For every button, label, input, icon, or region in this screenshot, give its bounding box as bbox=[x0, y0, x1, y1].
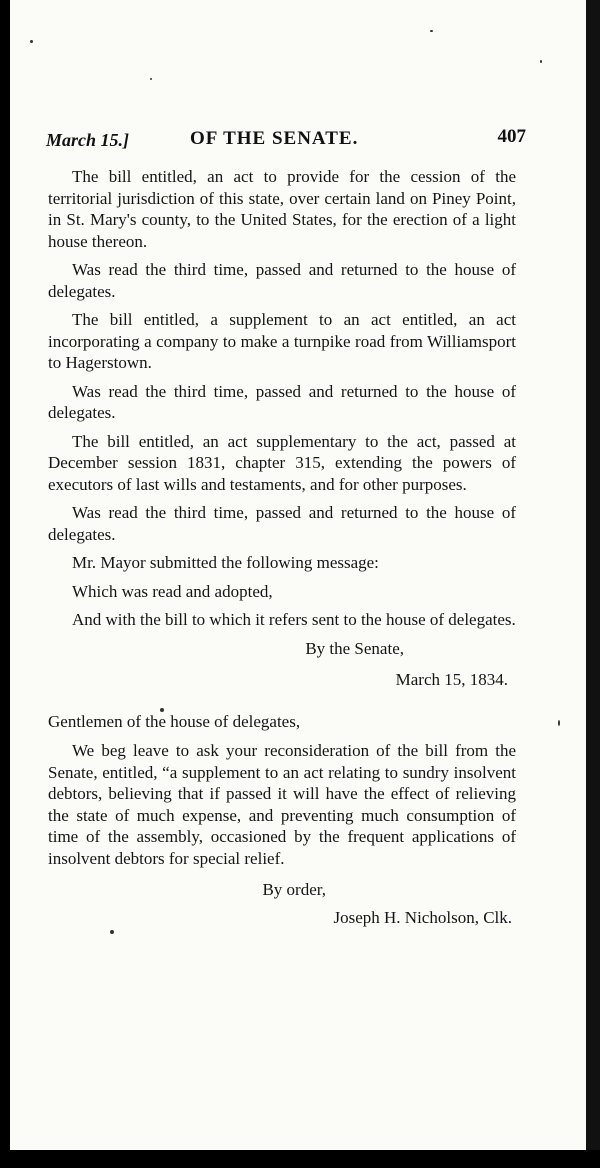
paragraph: Was read the third time, passed and returned to the house of delegates. bbox=[48, 503, 516, 544]
header-title: OF THE SENATE. bbox=[190, 128, 359, 149]
paragraph: Mr. Mayor submitted the following message: bbox=[72, 553, 379, 572]
message-body: We beg leave to ask your reconsideration of the bill from the Senate, entitled, “a supplement to an act relating to sundry insolvent debtors, believing that if passed it will have the effect of relieving the state of much expense, and preventing much consumption of time of the assembly, occasioned by the frequent applications of insolvent debtors for special relief. bbox=[48, 741, 516, 868]
scan-speckle bbox=[558, 720, 560, 726]
paragraph: The bill entitled, an act supplementary to the act, passed at December session 1831, chapter 315, extending the powers of executors of last wills and testaments, and for other purposes. bbox=[48, 431, 516, 494]
header-date: March 15.] bbox=[46, 130, 130, 150]
scan-speckle bbox=[30, 40, 33, 43]
paragraph: Was read the third time, passed and returned to the house of delegates. bbox=[48, 260, 516, 301]
clerk-signature: Joseph H. Nicholson, Clk. bbox=[333, 907, 512, 927]
scan-edge-bottom bbox=[0, 1150, 600, 1168]
book-page bbox=[10, 0, 586, 1150]
page-body bbox=[48, 166, 516, 928]
scan-speckle bbox=[540, 60, 542, 63]
running-header bbox=[46, 126, 526, 156]
scan-speckle bbox=[430, 30, 433, 32]
paragraph: Which was read and adopted, bbox=[72, 581, 273, 601]
scan-speckle bbox=[110, 930, 114, 934]
message-closing: By order, bbox=[262, 880, 326, 899]
message-signed-by: By the Senate, bbox=[305, 638, 404, 658]
paragraph: The bill entitled, a supplement to an act entitled, an act incorporating a company to make a turnpike road from Williamsport to Hagerstown. bbox=[48, 310, 516, 372]
message-date: March 15, 1834. bbox=[395, 670, 508, 689]
paragraph: Was read the third time, passed and returned to the house of delegates. bbox=[48, 381, 516, 422]
scan-speckle bbox=[150, 78, 152, 80]
message-salutation: Gentlemen of the house of delegates, bbox=[48, 711, 301, 731]
scan-edge-right bbox=[586, 0, 600, 1168]
paragraph: And with the bill to which it refers sent to the house of delegates. bbox=[72, 610, 516, 629]
paragraph: The bill entitled, an act to provide for the cession of the territorial jurisdiction of this state, over certain land on Piney Point, in St. Mary's county, to the United States, for the erection of a light house thereon. bbox=[48, 167, 516, 251]
scan-edge-left bbox=[0, 0, 10, 1168]
page-number: 407 bbox=[497, 126, 526, 147]
